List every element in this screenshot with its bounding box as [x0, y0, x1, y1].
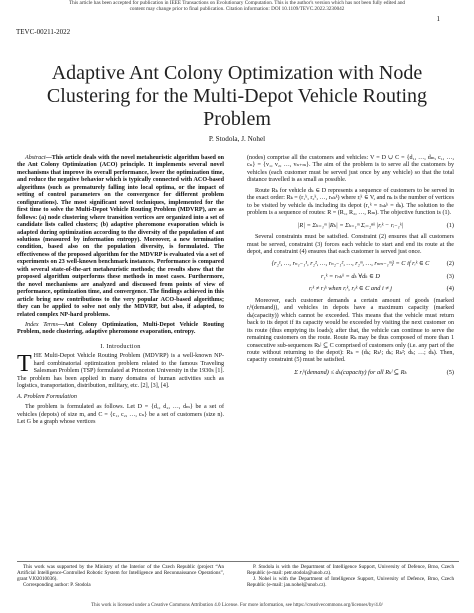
intro-text: HE Multi-Depot Vehicle Routing Problem (MDVRP) is a well-known NP-hard combinatorial optimization problem related to the famous Traveling Salesman Problem (TSP) formulated at Princeton University in the 1930s [1]. The problem has been applied in many domains of human activities such as logistics, transportation, distribution, military, etc. [2], [3], [4].	[17, 353, 224, 390]
equation-5-body: Σ rᵢᵏ(demand) ≤ dₖ(capacity) for all Rₖˡ ⊆ Rₖ	[294, 368, 407, 376]
index-terms-text: —Ant Colony Optimization, Multi-Depot Vehicle Routing Problem, node clustering, adaptive pheromone evaporation, entropy.	[17, 321, 224, 336]
abstract-label: Abstract	[25, 155, 46, 161]
equation-4-number: (4)	[446, 285, 454, 293]
subsection-heading-problem-formulation: A. Problem Formulation	[17, 393, 77, 400]
footnote-funding: This work was supported by the Ministry of the Interior of the Czech Republic (project “An Artificial Intelligence-Controlled Robotic System for Intelligence and Reconnaissance Operations”, grant VJ02010036).	[17, 564, 224, 582]
equation-3-body: r₁ᵏ = rₙₖᵏ = dₖ ∀dₖ ∈ D	[321, 272, 380, 280]
intro-paragraph	[17, 353, 224, 390]
footnote-divider	[17, 561, 459, 562]
equation-4-body: rᵢᵏ ≠ rⱼᵏ when rᵢᵏ, rⱼᵏ ∈ C and i ≠ j	[308, 285, 393, 293]
right-paragraph-4: Moreover, each customer demands a certain amount of goods (marked rᵢᵏ(demand)), and vehicles in depots have a maximum capacity (marked dₖ(capacity)) which cannot be exceeded. This means that the vehicle must return back to its depot if its capacity would be exceeded by visiting the next customer on its route (thus emptying its loads); after that, the vehicle can continue to serve the remaining customers on the route. Route Rₖ may be thus composed of more than 1 consecutive sub-sequences Rₖˡ ⊆ C comprised of customers only (i.e. any part of the route without returning to the depot): Rₖ = (dₖ; Rₖ¹; dₖ; Rₖ²; dₖ; …; dₖ). Then, capacity constraint (5) must be satisfied.	[247, 297, 454, 364]
document-id: TEVC-00211-2022	[16, 28, 71, 36]
publication-banner	[0, 0, 474, 12]
index-terms	[17, 322, 224, 337]
paper-authors: P. Stodola, J. Nohel	[208, 135, 266, 143]
equation-1-number: (1)	[446, 221, 454, 229]
footnote-corresponding-author: Corresponding author: P. Stodola	[23, 581, 91, 588]
paper-title: Adaptive Ant Colony Optimization with Node Clustering for the Multi-Depot Vehicle Routing Problem	[46, 62, 428, 130]
footnote-author-nohel: J. Nohel is with the Department of Intelligence Support, University of Defence, Brno, Czech Republic (e-mail: jan.nohel@unob.cz).	[247, 575, 454, 588]
equation-2-body: {r₂¹, …, rₙ₁₋₁¹, r₂², …, rₙ₂₋₁², …, r₂ᵐ, …, rₙₘ₋₁ᵐ} = C if rᵢᵏ ∈ C	[271, 260, 430, 268]
equation-2	[247, 260, 454, 267]
section-heading-introduction: I. Introduction	[100, 342, 141, 350]
right-paragraph-1: (nodes) comprise all the customers and vehicles: V = D ∪ C = {d₁, …, dₘ, c₁, …, cₙ} = {v₁, v₂, …, vₙ₊ₘ}. The aim of the problem is to serve all the customers by vehicles (each customer must be served just once by any vehicle) so that the total distance travelled is as small as possible.	[247, 155, 454, 184]
drop-cap: T	[17, 351, 32, 378]
equation-1	[247, 222, 454, 229]
equation-5	[247, 369, 454, 376]
right-paragraph-2: Route Rₖ for vehicle dₖ ∈ D represents a sequence of customers to be served in the exact order: Rₖ = (r₁ᵏ, r₂ᵏ, …, rₙₖᵏ) where rᵢᵏ ∈ V, and nₖ is the number of vertices to be visited by vehicle dₖ including its depot (r₁ᵏ = rₙₖᵏ = dₖ). The solution to the problem is a sequence of routes: R = (R₁, R₂, …, Rₘ). The objective function is (1).	[247, 187, 454, 217]
problem-formulation-paragraph: The problem is formulated as follows. Let D = {d₁, d₂, …, dₘ} be a set of vehicles (depots) of size m, and C = {c₁, c₂, …, cₙ} be a set of customers (size n). Let G be a graph whose vertices	[17, 404, 224, 425]
equation-4	[247, 285, 454, 292]
page-number: 1	[436, 15, 440, 23]
equation-5-number: (5)	[446, 368, 454, 376]
footnotes-left	[17, 565, 224, 589]
right-column	[247, 155, 454, 381]
abstract	[17, 155, 224, 319]
footnotes-right	[247, 565, 454, 589]
index-terms-label: Index Terms	[25, 321, 58, 328]
license-notice: This work is licensed under a Creative Commons Attribution 4.0 License. For more information, see https://creativecommons.org/licenses/by/4.0/	[91, 603, 383, 608]
footnote-author-stodola: P. Stodola is with the Department of Intelligence Support, University of Defence, Brno, Czech Republic (e-mail: petr.stodola@unob.cz).	[247, 564, 454, 576]
equation-3	[247, 273, 454, 280]
equation-3-number: (3)	[446, 272, 454, 280]
abstract-text: —This article deals with the novel metaheuristic algorithm based on the Ant Colony Optimization (ACO) principle. It implements several novel mechanisms that improve its overall performance, lower the optimization time, and reduce the negative behavior which is typically connected with ACO-based algorithms (such as prematurely falling into local optima, or the impact of setting of control parameters on the convergence for different problem configurations). The most significant novel techniques, implemented for the first time to solve the Multi-Depot Vehicle Routing Problem (MDVRP), are as follows: (a) node clustering where transition vertices are organized into a set of candidate lists called clusters; (b) adaptive pheromone evaporation which is adapted during optimization according to the diversity of the population of ant solutions (measured by information entropy). Moreover, a new termination condition, based also on the population diversity, is formulated. The effectiveness of the proposed algorithm for the MDVRP is evaluated via a set of experiments on 23 well-known benchmark instances. Performance is compared with several state-of-the-art metaheuristic methods; the results show that the proposed algorithm outperforms these methods in most cases. Furthermore, the novel mechanisms are analyzed and discussed from points of view of performance, optimization time, and convergence. The findings achieved in this article bring new contributions to the very popular ACO-based algorithms; they can be applied to solve not only the MDVRP, but also, if adapted, to related complex NP-hard problems.	[17, 155, 224, 318]
banner-line-2: content may change prior to final publication. Citation information: DOI 10.1109/TEVC.2022.3230042	[129, 6, 345, 13]
right-paragraph-3: Several constraints must be satisfied. Constraint (2) ensures that all customers must be served, constraint (3) forces each vehicle to start and end its route at the depot, and constraint (4) ensures that each customer is served just once.	[247, 234, 454, 255]
equation-1-body: |R| = Σₖ₌₁ᵐ |Rₖ| = Σₖ₌₁ᵐ Σᵢ₌₂ⁿᵏ |rᵢᵏ − rᵢ₋₁ᵏ|	[297, 221, 404, 229]
equation-2-number: (2)	[446, 260, 454, 268]
left-column	[17, 155, 224, 429]
banner-line-1: This article has been accepted for publication in IEEE Transactions on Evolutionary Computation. This is the author's version which has not been fully edited and	[68, 0, 406, 6]
